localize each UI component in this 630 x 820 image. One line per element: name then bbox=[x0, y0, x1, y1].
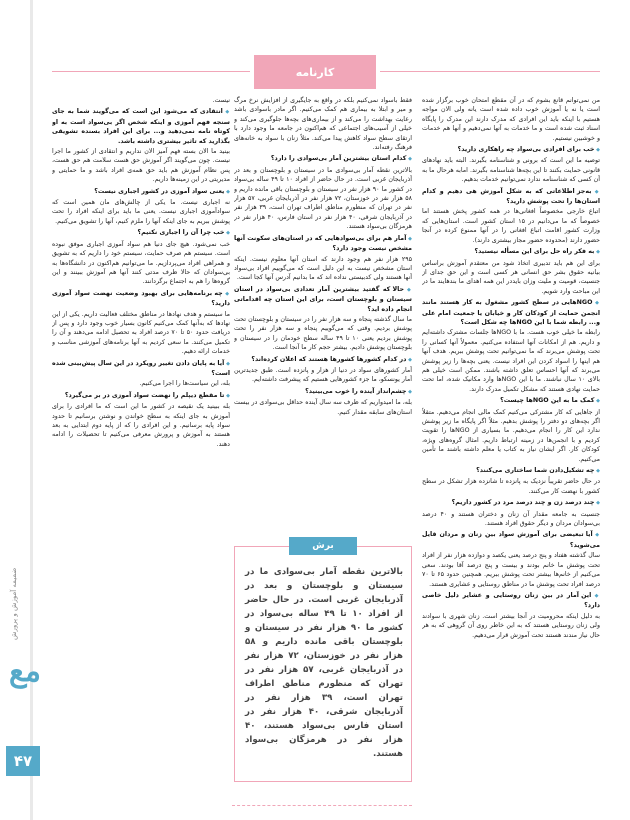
interview-paragraph: ما سیستم و هدف نهادها در مناطق مختلف فعالیت داریم. یکی از این نهادها که به‌آنها کمک می‌کنیم کانون بسیار خوب وجود دارد و پس از دریافت حدود ۵۰ تا ۷۰ درصد افراد به تحصیل ادامه می‌دهند و آن را تکمیل می‌کنند. ما سعی کردیم به آنها برنامه‌های آموزشی مناسب و خدمات ارائه دهیم. bbox=[52, 310, 230, 356]
interview-question: ◆ انتقادی که می‌شود این است که می‌گویند شما به جای سنجه فهم آموزی و اینکه شخص اگر بی‌سواد است به او کوتاه نامه نمی‌دهید و... برای این افراد بسنده تشویقی بگذارید که تاثیر بیشتری داشته باشد. bbox=[52, 107, 230, 146]
interview-question: ◆ به فکر راه حل برای این مسأله نیستید؟ bbox=[422, 247, 600, 257]
interview-question: ◆ آمار هم برای بی‌سوادهایی که در استان‌های سکونت آنها مشخص نیست وجود دارد؟ bbox=[234, 234, 412, 254]
column-right bbox=[422, 96, 600, 796]
interview-paragraph: بینید ما الان بسته فهم آمیز الان نداریم و انتقادی از کشور ما اجرا نیست. چون می‌گویند اگر آموزش حق هست سلامت هم حق هست، پس نظام آموزش هم باید حق همه‌ی افراد باشد و ما حمایتی و مدیریتی در این زمینه‌ها داریم. bbox=[52, 148, 230, 184]
interview-paragraph: نه اجباری نیست. ما یکی از چالش‌های مان همین است که سوادآموزی اجباری نیست. یعنی ما باید برای اینکه افراد را تحت پوشش ببریم به جای اینکه آنها را ملزم کنیم، آنها را تشویق می‌کنیم. bbox=[52, 199, 230, 225]
interview-paragraph: بله، ما امیدواریم که ظرف سه سال آینده حداقل بی‌سوادی در بیست استان‌های سابقه مقدار کنیم. bbox=[234, 399, 412, 416]
interview-paragraph: ۲۹۵ هزار نفر هم وجود دارند که استان آنها معلوم نیست. اینکه استان مشخص نیست به این دلیل است که می‌گوییم افراد بی‌سواد آنها هستند ولی کدبیستی نداده اند که ما بدانیم آدرس آنها کجا است. bbox=[234, 255, 412, 282]
interview-question: ◆ به‌جز اطلاعاتی که به شکل آموزش هی دهیم و کدام استان‌ها را تحت پوشش دارید؟ bbox=[422, 187, 600, 207]
interview-question: ◆ کدام استان بیشترین آمار بی‌سوادی را دارد؟ bbox=[234, 154, 412, 164]
interview-question: ◆ کمک ما به این NGOها چیست؟ bbox=[422, 396, 600, 406]
side-strip-bar bbox=[30, 0, 33, 820]
interview-question: ◆ خب چرا آن را اجباری نکنیم؟ bbox=[52, 228, 230, 238]
side-caption: ضمیمه آموزش و پرورش bbox=[10, 567, 18, 640]
interview-question: ◆ آیا به پایان دادن تغییر رویکرد در این سال پیش‌بینی شده است؟ bbox=[52, 359, 230, 379]
header-rule-right bbox=[380, 71, 600, 72]
interview-paragraph: ما سال گذشته پنجاه و سه هزار نفر را در سیستان و بلوچستان تحت پوشش بردیم. وقتی که می‌گوییم پنجاه و سه هزار نفر را تحت پوشش بردیم یعنی ۱۰ تا ۴۹ ساله سطح خودمان را در سیستان و بلوچستان پوشش دادیم. بیشتر حجم کار ما آنجا است. bbox=[234, 315, 412, 352]
interview-question: ◆ چشم‌انداز آینده را خوب می‌بینید؟ bbox=[234, 387, 412, 397]
header-rule-left bbox=[52, 71, 250, 72]
interview-paragraph: فقط باسواد نمی‌کنیم بلکه در واقع به جایگیری از افزایش نرخ مرگ و میر و ابتلا به بیماری هم کمک می‌کنیم. اگر مادر باسوادی باشد رعایت بهداشت را می‌کند و از بیماری‌های بچه‌ها جلوگیری می‌کند و خیلی از آسیب‌های اجتماعی که هم‌اکنون در جامعه ما وجود دارد با ارتقای سطح سواد کاهش پیدا می‌کند. مثلاً زنان با سواد به خانه‌های فرهنگ رفته‌اند. bbox=[234, 97, 412, 152]
interview-paragraph: توصیه ما این است که برونی و شناسنامه بگیرند. البته باید نهادهای قانونی حمایت بکنند تا این بچه‌ها شناسنامه بگیرند. امابه هرحال ما به آن کسی که شناسنامه ندارد نمی‌توانیم خدمات بدهیم. bbox=[422, 157, 600, 184]
interview-paragraph: رابطه ما خیلی خوب هست. ما با NGOها جلسات مشترک داشته‌ایم و داریم. هم از امکانات آنها استفاده می‌کنیم. معمولاً آنها کسانی را تحت پوشش می‌برند که ما نمی‌توانیم تحت پوشش ببریم. هدف آنها هم اینها را اسواد کردن این افراد نیست. یعنی بچه‌ها را زیر پوشش می‌برند که آنها احساس تعلق داشته باشند. ممکن است خیلی هم بالای ۱۰ سال نباشند. ما با این NGOها وارد مکانیک شده، اما تحت حمایت نهادی هستند که مشکل تکمیل مدرک دارند. bbox=[422, 329, 600, 393]
interview-paragraph: از جاهایی که کار مشترکی می‌کنیم کمک مالی انجام می‌دهیم. متقلاً اگر بچه‌های دو دفتر را پوشش بدهیم. مثلاً اگر پایگاه ما زیر پوشش ندارد این کار را انجام می‌دهیم. ما بسیاری از NGOها را تقویت کردیم و با انجمن‌ها در زمینه ارتباط داریم. امثال گروه‌های ویژه، کودکان کار. اگر ایشان نیاز به کتاب یا معلم داشته باشند ما تأمین می‌کنیم. bbox=[422, 408, 600, 463]
footer-rule bbox=[232, 800, 412, 806]
interview-paragraph: جنسیت به جامعه مقدار آن زنان و دختران هستند و ۴۰ درصد بی‌سوادان مردان و دیگر حقوق افراد هستند. bbox=[422, 510, 600, 528]
interview-paragraph: در حال حاضر تقریباً نزدیک به پانزده تا شانزده هزار تشکل در سطح کشور با نهضت کار می‌کنند. bbox=[422, 478, 600, 495]
interview-paragraph: آمار کشورهای سواد در دنیا از هزار و پانزده است. طبق جدیدترین آمار یونسکو، ما جزء کشورهایی هستیم که پیشرفت داشته‌ایم. bbox=[234, 366, 412, 384]
section-title: کارنامه bbox=[295, 65, 335, 79]
interview-question: ◆ چه برنامه‌هایی برای بهبود وضعیت نهضت سواد آموزی دارید؟ bbox=[52, 289, 230, 309]
interview-question: ◆ این آمار در بین زنان روستایی و عشایر دلیل خاصی دارد؟ bbox=[422, 591, 600, 611]
interview-paragraph: خب نمی‌شود. هیچ جای دنیا هم سواد آموزی اجباری موفق نبوده است. سیستم هم صرف حمایت، سیستم خود را داریم که به تشویق و همراهی افراد می‌پردازیم. ما می‌توانیم هم‌اکنون در دانشگاه‌ها به بی‌سوادان که حالا ظرف مدتی کنند آنها هم آموزش ببینند و این گروه‌ها را هم به اجتماع برگردانند. bbox=[52, 240, 230, 286]
interview-paragraph: بله، این سیاست‌ها را اجرا می‌کنیم. bbox=[139, 380, 230, 388]
page-number: ۴۷ bbox=[6, 746, 40, 776]
interview-paragraph: اتباع خارجی مخصوصاً افغانی‌ها در همه کشور پخش هستند اما خصوصاً که ما می‌دانیم در ۱۵ استان کشور است. استان‌هایی که وزارت کشور اقامت اتباع افغانی را در آنها ممنوع کرده در آنجا حضور دارند (محدوده حضور مجاز بیشتری دارند). bbox=[422, 208, 600, 244]
column-middle bbox=[234, 96, 412, 538]
interview-paragraph: به دلیل اینکه محرومیت در آنجا بیشتر است. زنان شهری با سوادند ولی زنان روستایی هستند که به این خاطر روی آن گروهی که به هر حال نیاز مندند هستند تحت آموزش قرار می‌دهیم. bbox=[422, 612, 600, 639]
interview-paragraph: من نمی‌توانم قانع بشوم که در آن مقطع امتحان خوب برگزار شده است یا نه یا آموزش خوب داده شده است یانه ولی الان مواجه هستیم با اینکه باید این افرادی که مدرک دارند این مدرک را پایگاه اسناد ثبت شده است و ما خدمات به آنها نمی‌دهیم و آنها هم خدمات و خوشبین نیستیم. bbox=[422, 97, 600, 142]
interview-question: ◆ حالا که گفتید بیشترین آمار تعدادی بی‌سواد در استان سیستان و بلوچستان است، برای این استان چه اقداماتی انجام داده اید؟ bbox=[234, 285, 412, 314]
interview-question: ◆ NGOهایی در سطح کشور مشغول به کار هستند مانند انجمن حمایت از کودکان کار و خیابان یا جمعیت امام علی و... رابطه شما با این NGOها چه شکل است؟ bbox=[422, 298, 600, 327]
interview-paragraph: بالاترین نقطه آمار بی‌سوادی ما در سیستان و بلوچستان و بعد در آذربایجان غربی است. در حال حاضر از افراد ۱۰ تا ۴۹ ساله بی‌سواد در کشور ما ۹۰ هزار نفر در سیستان و بلوچستان باقی مانده داریم و ۵۸ هزار نفر در خوزستان، ۷۲ هزار نفر در آذربایجان غربی، ۵۷ هزار نفر در تهران که منظورم مناطق اطراف تهران است، ۳۹ هزار نفر در آذربایجان شرقی، ۴۰ هزار نفر در استان فارس، ۴۰ هزار نفر در هرمزگان بی‌سواد هستند. bbox=[234, 166, 412, 231]
interview-paragraph: بله ببینید یک نقیصه در کشور ما این است که ما افرادی را برای آموزش به جای اینکه به سطح خواندن و نوشتن برسانیم تا حدود سواد پایه برسانیم. و این افرادی را که از پایه دوم ابتدایی به بعد هستند به آموزش و پرورش معرفی می‌کنیم تا تحصیلات را ادامه دهند. bbox=[52, 403, 230, 448]
interview-paragraph: نیست. bbox=[212, 97, 230, 104]
column-left bbox=[52, 96, 230, 796]
interview-question: ◆ آیا تبعیضی برای آموزش سواد بین زنان و مردان قایل می‌شوید؟ bbox=[422, 530, 600, 550]
interview-question: ◆ خب برای افرادی بی‌سواد چه راهکاری دارید؟ bbox=[422, 145, 600, 155]
pull-quote-tag: برش bbox=[289, 537, 357, 555]
interview-question: ◆ یعنی سواد آموزی در کشور اجباری نیست؟ bbox=[52, 187, 230, 197]
interview-question: ◆ چند درصد زن و چند درصد مرد در کشور داریم؟ bbox=[422, 498, 600, 508]
pull-quote-box bbox=[234, 541, 412, 782]
interview-question: ◆ چه تشکیل‌دادن شما ساختاری می‌کنند؟ bbox=[422, 466, 600, 476]
side-strip bbox=[0, 0, 50, 820]
magazine-logo: مع bbox=[8, 654, 42, 689]
interview-paragraph: برای این هم باید تدبیری اتخاذ شود من معتقدم آموزش براساس بیانیه حقوق بشر حق انسانی هر کسی است و این حق جدای از جنسیت، قومیت و ملیت وزان بایددر این همه اهدای ما بندهایند ما در این مباحث وارد شویم. bbox=[422, 259, 600, 295]
interview-question: ◆ تا مقطع دیپلم را نهضت سواد آموزی در بر می‌گیرد؟ bbox=[52, 391, 230, 401]
interview-paragraph: سال گذشته هفتاد و پنج درصد یعنی یکصد و دوازده هزار نفر از افراد تحت پوشش ما خانم بودند و بیست و پنج درصد آقا بودند. سعی می‌کنیم از خانم‌ها بیشتر تحت پوشش ببریم. همچنین حدود ۶۵ تا ۷۰ درصد افراد تحت پوشش ما در مناطق روستایی و عشایری هستند. bbox=[422, 552, 600, 588]
section-header bbox=[254, 55, 376, 89]
interview-question: ◆ در کدام کشورها کشورها هستند که اعلان کرده‌اند؟ bbox=[234, 355, 412, 365]
pull-quote-text: بالاترین نقطه آمار بی‌سوادی ما در سیستان و بلوچستان و بعد در آذربایجان غربی است. در حال حاضر از افراد ۱۰ تا ۴۹ ساله بی‌سواد در کشور ما ۹۰ هزار نفر در سیستان و بلوچستان باقی مانده داریم و ۵۸ هزار نفر در خوزستان، ۷۲ هزار نفر در آذربایجان غربی، ۵۷ هزار نفر در تهران که منظورم مناطق اطراف تهران است، ۳۹ هزار نفر در آذربایجان شرقی، ۴۰ هزار نفر در استان فارس بی‌سواد هستند، ۴۰ هزار نفر در هرمزگان بی‌سواد هستند. bbox=[245, 567, 403, 759]
